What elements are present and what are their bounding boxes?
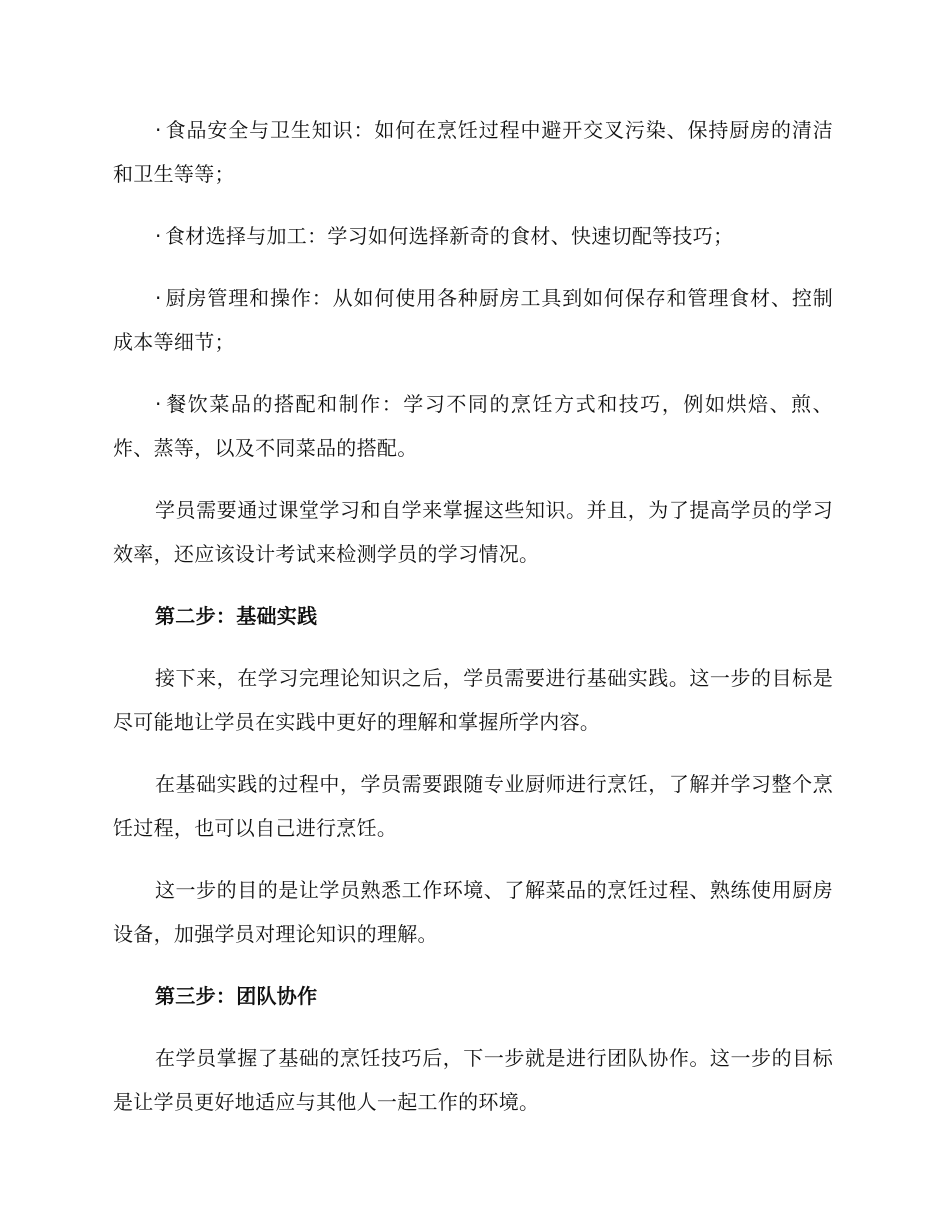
document-body [113, 108, 833, 1142]
bullet-text: 食品安全与卫生知识：如何在烹饪过程中避开交叉污染、保持厨房的清洁和卫生等等； [113, 118, 833, 186]
bullet-item-food-safety [113, 108, 833, 196]
bullet-text: 餐饮菜品的搭配和制作：学习不同的烹饪方式和技巧，例如烘焙、煎、炸、蒸等，以及不同菜品的搭配。 [113, 392, 833, 460]
paragraph-step2-intro: 接下来，在学习完理论知识之后，学员需要进行基础实践。这一步的目标是尽可能地让学员在实践中更好的理解和掌握所学内容。 [113, 666, 833, 734]
bullet-item-ingredients [113, 214, 833, 258]
bullet-marker: · [155, 224, 162, 248]
bullet-text: 厨房管理和操作：从如何使用各种厨房工具到如何保存和管理食材、控制成本等细节； [113, 286, 833, 354]
paragraph-step2-process: 在基础实践的过程中，学员需要跟随专业厨师进行烹饪，了解并学习整个烹饪过程，也可以自己进行烹饪。 [113, 772, 833, 840]
bullet-marker: · [155, 118, 162, 142]
bullet-marker: · [155, 286, 162, 310]
paragraph-study: 学员需要通过课堂学习和自学来掌握这些知识。并且，为了提高学员的学习效率，还应该设计考试来检测学员的学习情况。 [113, 498, 833, 566]
paragraph-step3-intro: 在学员掌握了基础的烹饪技巧后，下一步就是进行团队协作。这一步的目标是让学员更好地适应与其他人一起工作的环境。 [113, 1046, 833, 1114]
bullet-marker: · [155, 392, 162, 416]
bullet-item-kitchen-management [113, 276, 833, 364]
section-heading-step3: 第三步：团队协作 [155, 984, 318, 1008]
bullet-item-dishes [113, 382, 833, 470]
bullet-text: 食材选择与加工：学习如何选择新奇的食材、快速切配等技巧； [165, 224, 734, 248]
section-heading-step2: 第二步：基础实践 [155, 604, 318, 628]
paragraph-step2-purpose: 这一步的目的是让学员熟悉工作环境、了解菜品的烹饪过程、熟练使用厨房设备，加强学员对理论知识的理解。 [113, 878, 833, 946]
